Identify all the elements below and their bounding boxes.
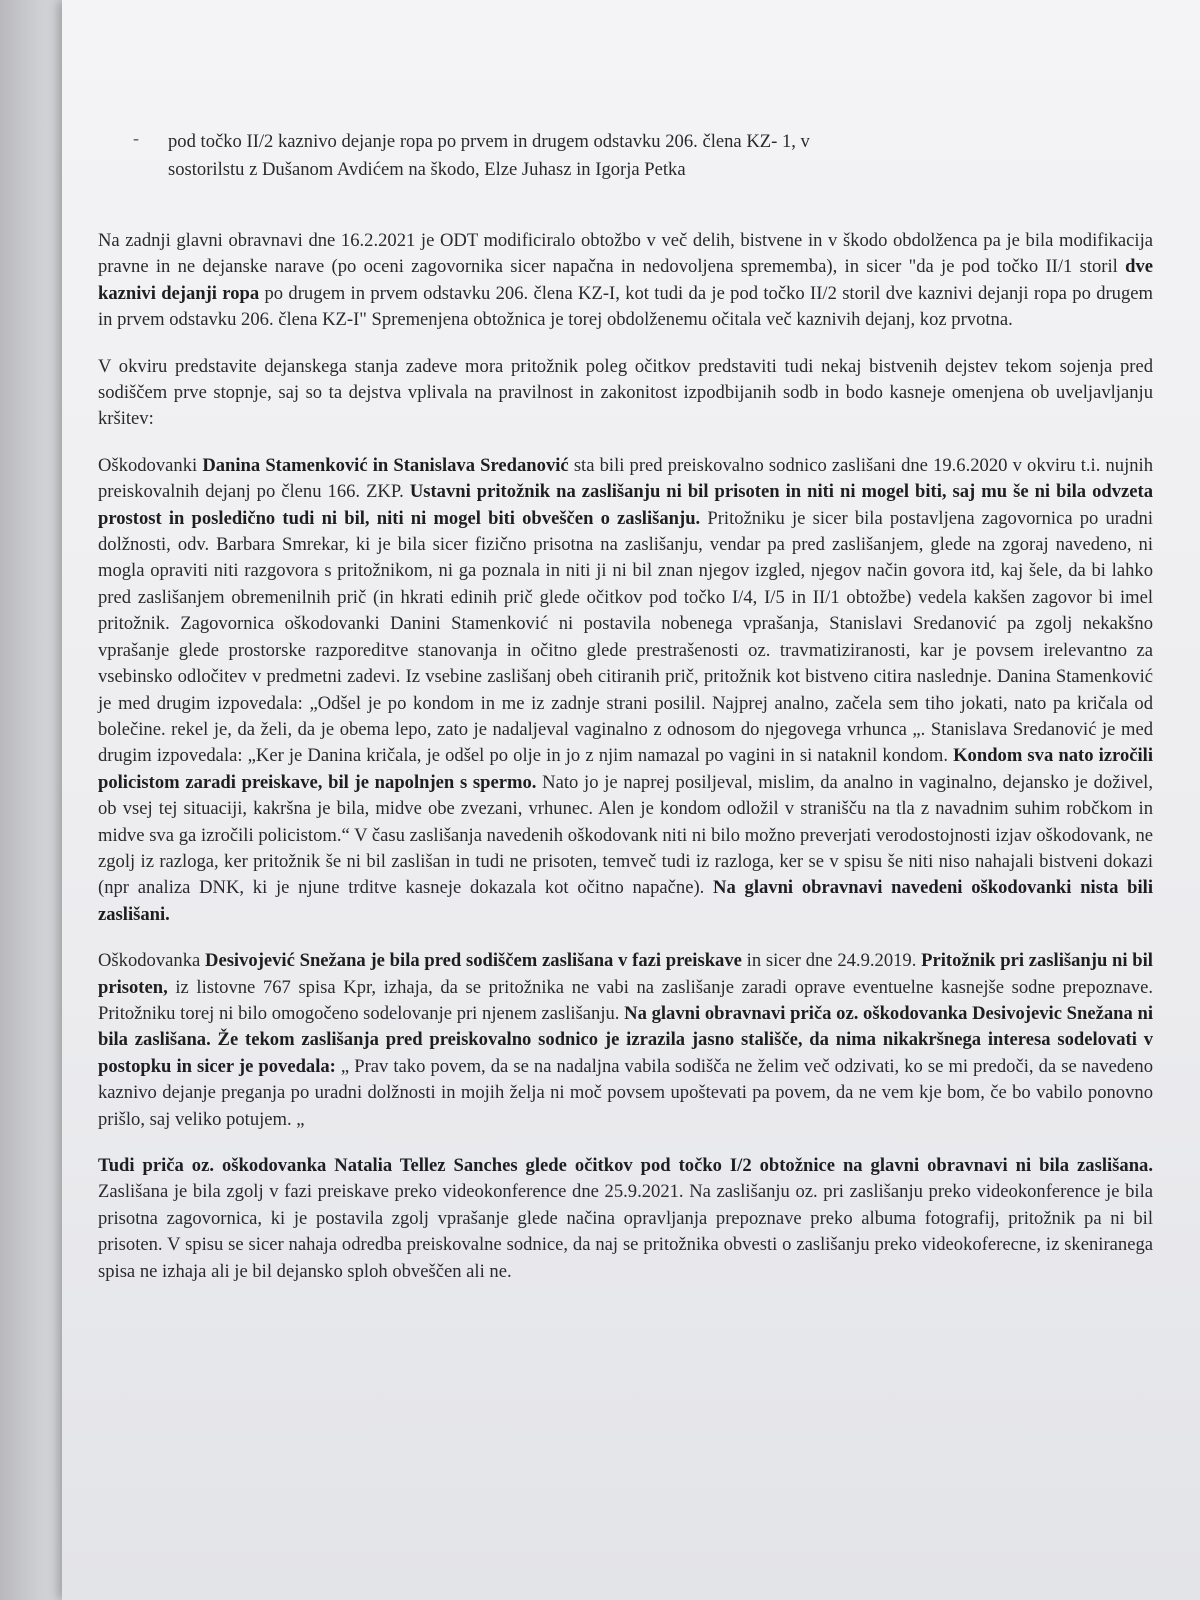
paragraph (98, 354, 1153, 433)
intro-line-1: pod točko II/2 kaznivo dejanje ropa po prvem in drugem odstavku 206. člena KZ- 1, v (168, 131, 810, 152)
paragraph (98, 453, 1153, 928)
paragraph (98, 228, 1153, 334)
bold-text: Tudi priča oz. oškodovanka Natalia Tellez Sanches glede očitkov pod točko I/2 obtožnice na glavni obravnavi ni bila zaslišana. (98, 1155, 1153, 1176)
bold-text: Ustavni pritožnik na zaslišanju ni bil prisoten in niti ni mogel biti, saj mu še ni bila odvzeta prostost in posledično tudi ni bil, niti ni mogel biti obveščen o zaslišanju. (98, 481, 1154, 529)
text-segment: sta bili pred preiskovalno sodnico zaslišani dne 19.6.2020 v okviru t.i. nujnih preiskovalnih dejanj po členu 166. ZKP. (98, 454, 1154, 503)
text-segment: Oškodovanka (98, 950, 206, 972)
text-segment: V okviru predstavite dejanskega stanja zadeve mora pritožnik poleg očitkov predstaviti tudi nekaj bistvenih dejstev tekom sojenja pred sodiščem prve stopnje, saj so ta dejstva vplivala na pravilnost in zakonitost izpodbijanih sodb in bodo kasneje omenjena ob uveljavljanju kršitev: (98, 355, 1153, 430)
intro-continuation (168, 128, 1068, 184)
bold-text: Pritožnik pri zaslišanju ni bil prisoten, (98, 950, 1153, 998)
text-segment: Nato jo je naprej posiljeval, mislim, da analno in vaginalno, dejansko je doživel, ob vsej tej situaciji, kakršna je bila, midve obe zvezani, vrhunec. Alen je kondom odložil v stranišču na tla z navadnim suhim robčkom in midve sva ga izročili policistom.“ V času zaslišanja navedenih oškodovank niti ni bilo možno preverjati verodostojnosti izjav oškodovank, ne zgolj iz razloga, ker pritožnik še ni bil zaslišan in tudi ne prisoten, temveč tudi iz razloga, ker se v spisu še niti niso nahajali bistveni dokazi (npr analiza DNK, ki je njune trditve kasneje dokazala kot očitno napačne). (98, 771, 1153, 899)
intro-line-2: sostorilstu z Dušanom Avdićem na škodo, Elze Juhasz in Igorja Petka (168, 159, 686, 180)
text-segment: in sicer dne 24.9.2019. (741, 950, 922, 972)
bold-text: Kondom sva nato izročili policistom zaradi preiskave, bil je napolnjen s spermo. (98, 745, 1154, 793)
bullet-mark: - (133, 128, 139, 148)
document-body (98, 228, 1153, 1305)
text-segment: po drugem in prvem odstavku 206. člena KZ-I, kot tudi da je pod točko II/2 storil dve kaznivi dejanji ropa po drugem in prvem odstavku 206. člena KZ-I" Spremenjena obtožnica je torej obdolženemu očitala več kaznivih dejanj, koz prvotna. (98, 282, 1153, 331)
text-segment: Na zadnji glavni obravnavi dne 16.2.2021 je ODT modificiralo obtožbo v več delih, bistvene in v škodo obdolženca pa je bila modifikacija pravne in ne dejanske narave (po oceni zagovornika sicer napačna in nedovoljena sprememba), in sicer "da je pod točko II/1 storil (98, 230, 1153, 278)
bold-text: Desivojević Snežana je bila pred sodiščem zaslišana v fazi preiskave (205, 950, 742, 972)
bold-text: Danina Stamenković in Stanislava Sredanović (202, 454, 569, 476)
bold-text: dve kaznivi dejanji ropa (98, 256, 1153, 304)
text-segment: Zaslišana je bila zgolj v fazi preiskave preko videokonference dne 25.9.2021. Na zaslišanju oz. pri zaslišanju preko videokonference je bila prisotna zagovornica, ki je postavila zgolj vprašanje glede načina opravljanja prepoznave preko albuma fotografij, pritožnik pa ni bil prisoten. V spisu se sicer nahaja odredba preiskovalne sodnice, da naj se pritožnika obvesti o zaslišanju preko videokoferecne, iz skeniranega spisa ne izhaja ali je bil dejansko sploh obveščen ali ne. (98, 1181, 1153, 1282)
text-segment: Pritožniku je sicer bila postavljena zagovornica po uradni dolžnosti, odv. Barbara Smrekar, ki je bila sicer fizično prisotna na zaslišanju, vendar pa pred zaslišanjem, glede na zgoraj navedeno, ni mogla opraviti niti razgovora s pritožnikom, ni ga poznala in niti ji ni bil znan njegov izgled, njegov način govora itd, kaj šele, da bi lahko pred zaslišanjem obremenilnih prič (in hkrati edinih prič glede očitkov pod točko I/4, I/5 in II/1 obtožbe) vedela kakšen zagovor bi imel pritožnik. Zagovornica oškodovanki Danini Stamenković ni postavila nobenega vprašanja, Stanislavi Sredanović pa zgolj nekakšno vprašanje glede prostorske razporeditve stanovanja in očitno glede prestrašenosti oz. travmatiziranosti, kar je povsem irelevantno za vsebinsko odločitev v predmetni zadevi. Iz vsebine zaslišanj obeh citiranih prič, pritožnik kot bistveno citira naslednje. Danina Stamenković je med drugim izpovedala: „Odšel je po kondom in me iz zadnje strani posilil. Najprej analno, začela sem tiho jokati, nato pa kričala od bolečine. rekel je, da želi, da je obema lepo, zato je nadaljeval vaginalno z odnosom do njegovega vrhunca „. Stanislava Sredanović je med drugim izpovedala: „Ker je Danina kričala, je odšel po olje in jo z njim namazal po vagini in si nataknil kondom. (98, 507, 1154, 767)
text-segment: „ Prav tako povem, da se na nadaljna vabila sodišča ne želim več odzivati, ko se mi predoči, da se navedeno kaznivo dejanje preganja po uradni dolžnosti in mojih želja ni moč povsem upoštevati pa povem, da ne vem kje bom, če bo vabilo ponovno prišlo, saj veliko potujem. „ (98, 1055, 1153, 1130)
text-segment: Oškodovanki (98, 454, 203, 476)
paragraph (98, 1153, 1153, 1285)
paragraph (98, 948, 1153, 1133)
bold-text: Na glavni obravnavi priča oz. oškodovanka Desivojevic Snežana ni bila zaslišana. Že tekom zaslišanja pred preiskovalno sodnico je izrazila jasno stališče, da nima nikakršnega interesa sodelovati v postopku in sicer je povedala: (98, 1002, 1153, 1077)
bold-text: Na glavni obravnavi navedeni oškodovanki nista bili zaslišani. (98, 877, 1154, 925)
text-segment: iz listovne 767 spisa Kpr, izhaja, da se pritožnika ne vabi na zaslišanje zaradi oprave eventuelne kasnejše sodne prepoznave. Pritožniku torej ni bilo omogočeno sodelovanje pri njenem zaslišanju. (98, 976, 1153, 1024)
